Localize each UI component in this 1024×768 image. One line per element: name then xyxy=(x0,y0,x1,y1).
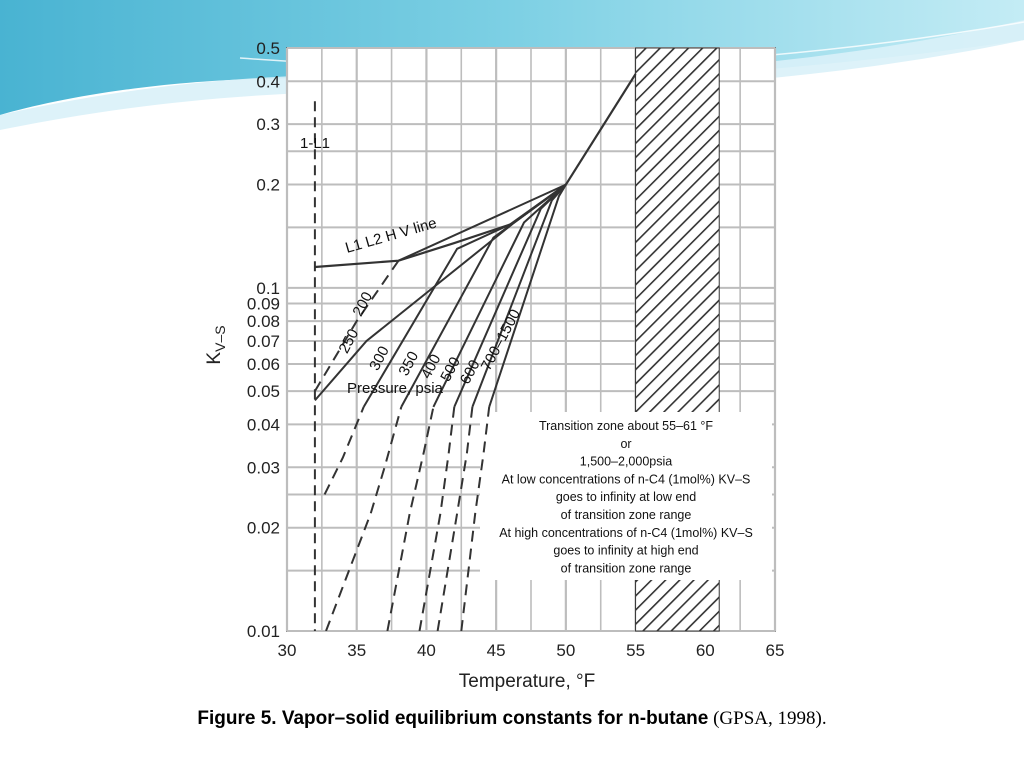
pressure-curve-label-700-1500: 700–1500 xyxy=(477,306,525,374)
figure-caption xyxy=(0,708,1024,730)
note-line: At low concentrations of n-C4 (1mol%) KV–S xyxy=(501,472,751,487)
pressure-curve-label-600: 600 xyxy=(456,357,484,388)
x-tick-label: 60 xyxy=(695,641,715,660)
y-tick-label: 0.04 xyxy=(246,415,280,435)
x-tick-label: 35 xyxy=(347,641,367,660)
y-tick-label: 0.3 xyxy=(256,115,280,135)
y-tick-label: 0.08 xyxy=(246,312,280,332)
x-tick-label: 55 xyxy=(626,641,646,660)
x-tick-labels xyxy=(278,641,785,660)
pressure-curve-label-300: 300 xyxy=(366,343,393,374)
x-tick-label: 45 xyxy=(486,641,506,660)
one-minus-l1-label: 1-L1 xyxy=(300,135,331,152)
y-tick-label: 0.05 xyxy=(246,382,280,402)
pressure-curve-label-250: 250 xyxy=(335,326,363,357)
y-tick-label: 0.07 xyxy=(246,332,280,352)
x-axis-label: Temperature, °F xyxy=(458,671,596,692)
note-line: goes to infinity at low end xyxy=(555,490,697,505)
pressure-curve-label-400: 400 xyxy=(417,351,445,382)
note-line: Transition zone about 55–61 °F xyxy=(538,419,714,433)
x-tick-label: 65 xyxy=(765,641,785,660)
y-tick-label: 0.5 xyxy=(256,39,280,58)
note-line: or xyxy=(620,436,632,451)
pressure-curve-label-350: 350 xyxy=(395,348,423,379)
l1l2hv-line-label: L1 L2 H V line xyxy=(343,214,439,257)
note-line: of transition zone range xyxy=(560,561,692,576)
note-line: goes to infinity at high end xyxy=(553,543,699,558)
pressure-label: Pressure, psia xyxy=(347,380,443,397)
caption-source: (GPSA, 1998). xyxy=(708,708,827,729)
y-tick-label: 0.1 xyxy=(256,278,280,298)
y-tick-label: 0.2 xyxy=(256,175,280,195)
pressure-curve-label-500: 500 xyxy=(437,354,464,385)
y-tick-label: 0.4 xyxy=(256,72,280,92)
y-tick-label: 0.09 xyxy=(246,294,280,314)
pressure-curve-label-200: 200 xyxy=(349,289,377,320)
y-tick-label: 0.03 xyxy=(246,458,280,478)
note-line: of transition zone range xyxy=(560,508,692,522)
note-line: 1,500–2,000psia xyxy=(579,454,673,469)
caption-title: Figure 5. Vapor–solid equilibrium constants for n-butane xyxy=(197,708,709,729)
y-tick-labels xyxy=(247,39,280,641)
y-tick-label: 0.01 xyxy=(246,622,280,641)
x-tick-label: 30 xyxy=(277,641,297,660)
x-tick-label: 50 xyxy=(556,641,576,660)
y-tick-label: 0.06 xyxy=(246,354,280,374)
y-tick-label: 0.02 xyxy=(246,518,280,538)
x-tick-label: 40 xyxy=(416,641,436,660)
y-axis-label: $K_{V-S}$ xyxy=(204,325,228,365)
note-line: At high concentrations of n-C4 (1mol%) KV–S xyxy=(499,525,753,540)
